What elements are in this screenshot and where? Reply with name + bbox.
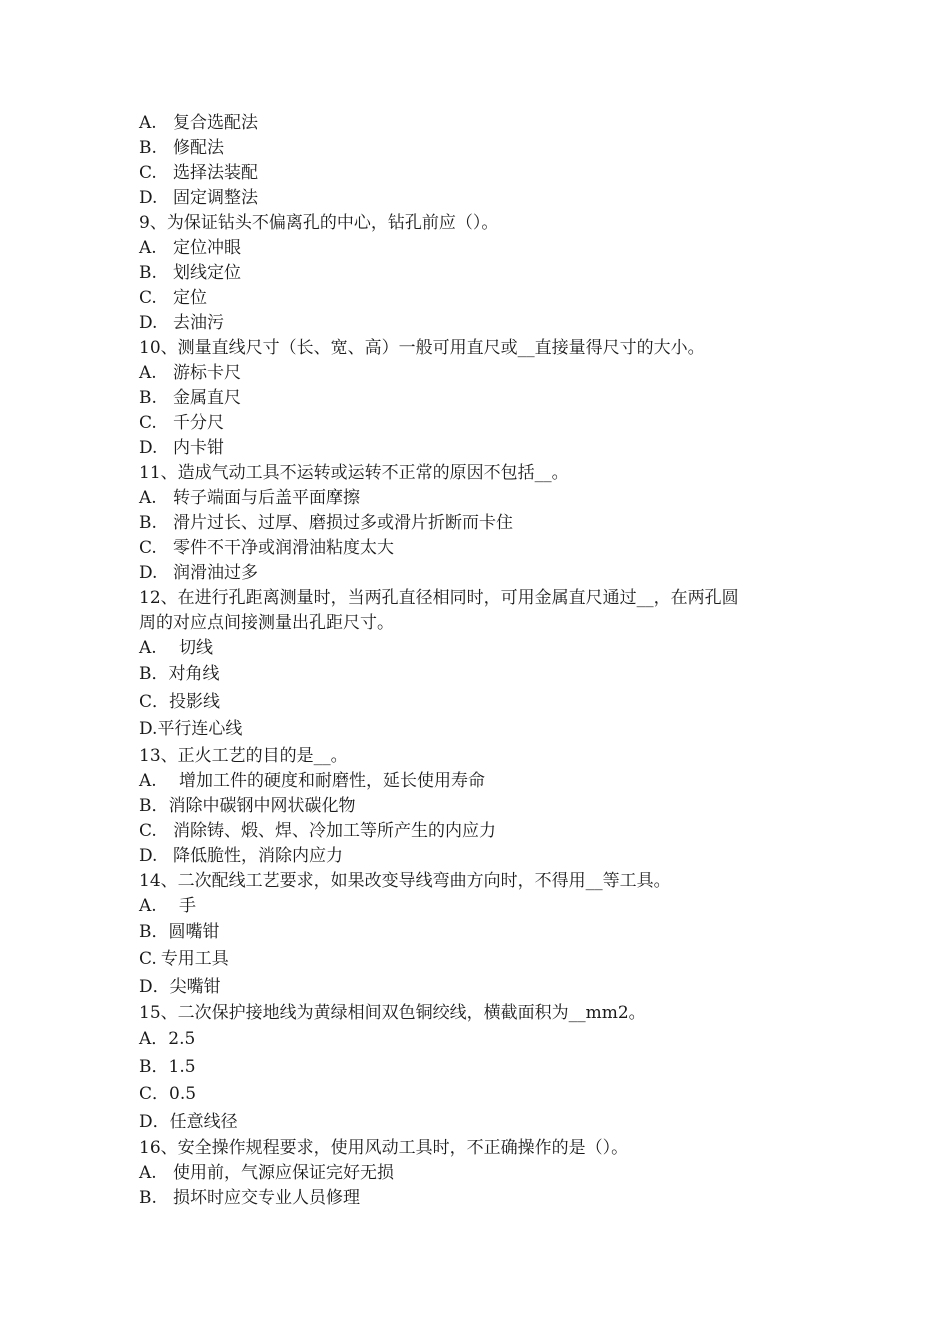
option-q11-a: A. 转子端面与后盖平面摩擦	[139, 488, 360, 508]
option-q11-b: B. 滑片过长、过厚、磨损过多或滑片折断而卡住	[139, 513, 513, 533]
option-q14-a: A. 手	[139, 895, 196, 916]
option-q9-a: A. 定位冲眼	[139, 238, 241, 258]
option-q8-c: C. 选择法装配	[139, 163, 258, 183]
option-q8-d: D. 固定调整法	[139, 188, 258, 208]
option-q14-c: C. 专用工具	[139, 949, 229, 969]
option-q12-c: C．投影线	[139, 691, 221, 712]
option-q11-c: C. 零件不干净或润滑油粘度太大	[139, 538, 394, 558]
option-q8-b: B. 修配法	[139, 138, 224, 158]
option-q8-a: A. 复合选配法	[139, 113, 258, 133]
option-q15-d: D．任意线径	[139, 1111, 238, 1132]
option-q13-a: A. 增加工件的硬度和耐磨性，延长使用寿命	[139, 770, 485, 791]
option-q9-d: D. 去油污	[139, 313, 224, 333]
option-q16-b: B. 损坏时应交专业人员修理	[139, 1188, 360, 1208]
option-q13-d: D. 降低脆性，消除内应力	[139, 845, 343, 866]
question-list	[139, 111, 819, 1211]
option-q9-c: C. 定位	[139, 288, 207, 308]
option-q12-b: B．对角线	[139, 664, 220, 684]
option-q15-b: B．1.5	[139, 1056, 196, 1077]
option-q14-b: B．圆嘴钳	[139, 921, 220, 942]
option-q9-b: B. 划线定位	[139, 263, 241, 283]
option-q10-c: C. 千分尺	[139, 413, 224, 433]
option-q12-a: A. 切线	[139, 638, 213, 658]
option-q15-a: A．2.5	[139, 1029, 196, 1049]
question-16: 16、安全操作规程要求，使用风动工具时，不正确操作的是（）。	[139, 1138, 629, 1158]
option-q12-d: D.平行连心线	[139, 719, 243, 739]
option-q10-a: A. 游标卡尺	[139, 363, 241, 383]
option-q10-b: B. 金属直尺	[139, 388, 241, 408]
option-q10-d: D. 内卡钳	[139, 438, 224, 458]
question-12-line-2: 周的对应点间接测量出孔距尺寸。	[139, 613, 394, 633]
question-14: 14、二次配线工艺要求，如果改变导线弯曲方向时，不得用__等工具。	[139, 870, 671, 891]
option-q16-a: A. 使用前，气源应保证完好无损	[139, 1163, 394, 1183]
question-15: 15、二次保护接地线为黄绿相间双色铜绞线，横截面积为__mm2。	[139, 1003, 646, 1023]
question-10: 10、测量直线尺寸（长、宽、高）一般可用直尺或__直接量得尺寸的大小。	[139, 338, 705, 358]
question-9: 9、为保证钻头不偏离孔的中心，钻孔前应（）。	[139, 213, 499, 233]
question-13: 13、正火工艺的目的是__。	[139, 745, 348, 766]
option-q14-d: D．尖嘴钳	[139, 976, 221, 997]
option-q15-c: C．0.5	[139, 1084, 197, 1104]
option-q11-d: D. 润滑油过多	[139, 563, 258, 583]
option-q13-b: B．消除中碳钢中网状碳化物	[139, 795, 356, 816]
question-11: 11、造成气动工具不运转或运转不正常的原因不包括__。	[139, 463, 569, 483]
option-q13-c: C. 消除铸、煅、焊、冷加工等所产生的内应力	[139, 820, 496, 841]
question-12-line-1: 12、在进行孔距离测量时，当两孔直径相同时，可用金属直尺通过__，在两孔圆	[139, 588, 739, 608]
